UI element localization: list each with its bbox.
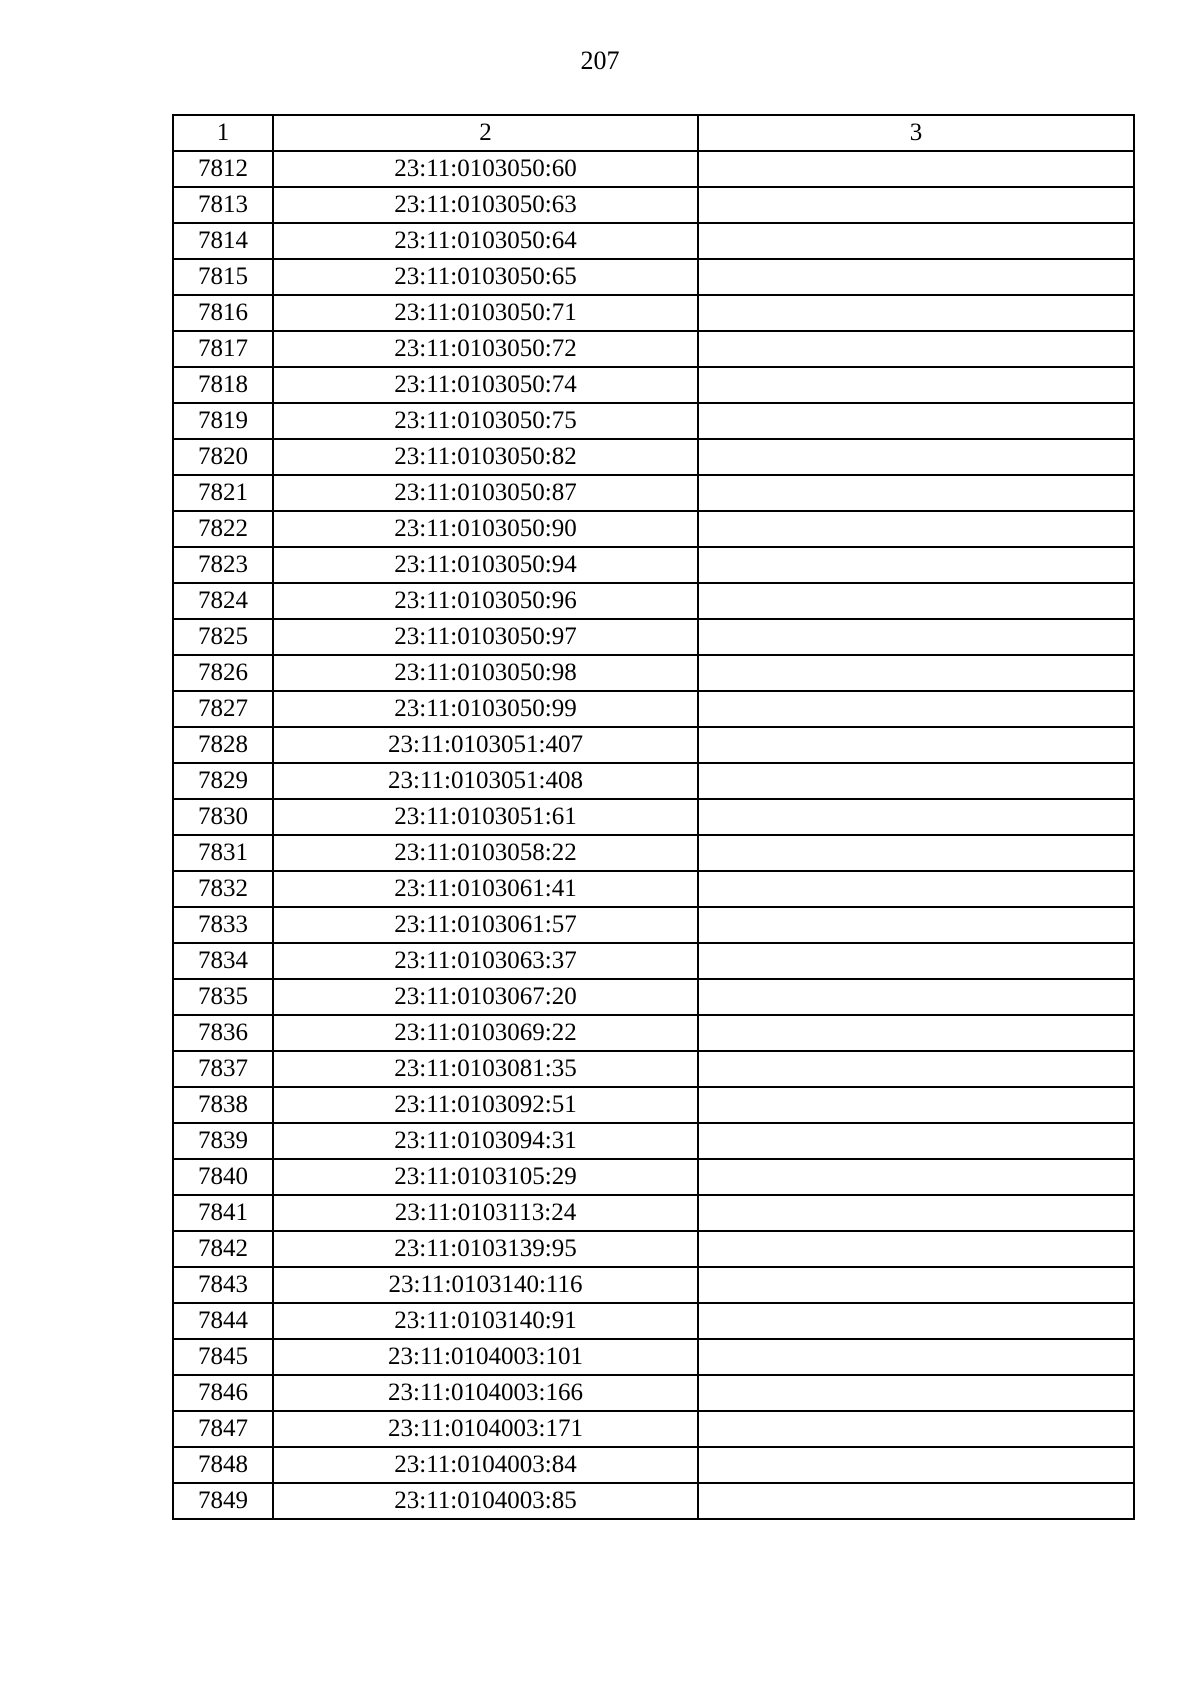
cadastral-number-cell: 23:11:0103050:96 [273,583,698,619]
table-row [173,1375,1134,1411]
cadastral-number-cell: 23:11:0103051:407 [273,727,698,763]
row-number-cell: 7823 [173,547,273,583]
row-number-cell: 7829 [173,763,273,799]
cadastral-number-cell: 23:11:0104003:166 [273,1375,698,1411]
row-number-cell: 7843 [173,1267,273,1303]
notes-cell [698,1339,1134,1375]
table-row [173,655,1134,691]
notes-cell [698,799,1134,835]
table-row [173,1015,1134,1051]
table-row [173,763,1134,799]
cadastral-number-cell: 23:11:0103050:75 [273,403,698,439]
table-row [173,187,1134,223]
cadastral-number-cell: 23:11:0103140:91 [273,1303,698,1339]
cadastral-number-cell: 23:11:0103058:22 [273,835,698,871]
notes-cell [698,547,1134,583]
column-header: 2 [273,115,698,151]
table-row [173,547,1134,583]
row-number-cell: 7815 [173,259,273,295]
notes-cell [698,1483,1134,1519]
table-row [173,295,1134,331]
table-row [173,943,1134,979]
notes-cell [698,187,1134,223]
row-number-cell: 7836 [173,1015,273,1051]
table-row [173,979,1134,1015]
row-number-cell: 7832 [173,871,273,907]
cadastral-number-cell: 23:11:0103105:29 [273,1159,698,1195]
notes-cell [698,691,1134,727]
cadastral-number-cell: 23:11:0103113:24 [273,1195,698,1231]
cadastral-number-cell: 23:11:0103050:87 [273,475,698,511]
notes-cell [698,1375,1134,1411]
cadastral-number-cell: 23:11:0104003:84 [273,1447,698,1483]
row-number-cell: 7821 [173,475,273,511]
cadastral-number-cell: 23:11:0103094:31 [273,1123,698,1159]
notes-cell [698,259,1134,295]
cadastral-number-cell: 23:11:0104003:85 [273,1483,698,1519]
notes-cell [698,403,1134,439]
notes-cell [698,511,1134,547]
cadastral-number-cell: 23:11:0103050:63 [273,187,698,223]
row-number-cell: 7814 [173,223,273,259]
table-row [173,223,1134,259]
notes-cell [698,835,1134,871]
cadastral-number-cell: 23:11:0103050:64 [273,223,698,259]
notes-cell [698,151,1134,187]
cadastral-number-cell: 23:11:0103050:65 [273,259,698,295]
cadastral-number-cell: 23:11:0104003:101 [273,1339,698,1375]
notes-cell [698,1447,1134,1483]
cadastral-number-cell: 23:11:0103050:74 [273,367,698,403]
row-number-cell: 7827 [173,691,273,727]
notes-cell [698,295,1134,331]
notes-cell [698,1231,1134,1267]
row-number-cell: 7825 [173,619,273,655]
cadastral-number-cell: 23:11:0103050:90 [273,511,698,547]
table-body [173,151,1134,1519]
row-number-cell: 7834 [173,943,273,979]
notes-cell [698,475,1134,511]
cadastral-number-cell: 23:11:0103050:99 [273,691,698,727]
table-row [173,1087,1134,1123]
notes-cell [698,1015,1134,1051]
table-row [173,691,1134,727]
table-row [173,151,1134,187]
cadastral-number-cell: 23:11:0104003:171 [273,1411,698,1447]
row-number-cell: 7840 [173,1159,273,1195]
cadastral-number-cell: 23:11:0103051:61 [273,799,698,835]
table-row [173,799,1134,835]
cadastral-number-cell: 23:11:0103061:57 [273,907,698,943]
column-header: 3 [698,115,1134,151]
table-row [173,727,1134,763]
table-row [173,439,1134,475]
notes-cell [698,331,1134,367]
notes-cell [698,979,1134,1015]
row-number-cell: 7849 [173,1483,273,1519]
cadastral-table [172,114,1135,1520]
notes-cell [698,583,1134,619]
notes-cell [698,1087,1134,1123]
row-number-cell: 7848 [173,1447,273,1483]
row-number-cell: 7812 [173,151,273,187]
cadastral-number-cell: 23:11:0103081:35 [273,1051,698,1087]
row-number-cell: 7816 [173,295,273,331]
cadastral-number-cell: 23:11:0103061:41 [273,871,698,907]
cadastral-number-cell: 23:11:0103050:60 [273,151,698,187]
notes-cell [698,1195,1134,1231]
table-row [173,1051,1134,1087]
row-number-cell: 7845 [173,1339,273,1375]
notes-cell [698,223,1134,259]
table-row [173,1159,1134,1195]
notes-cell [698,655,1134,691]
row-number-cell: 7839 [173,1123,273,1159]
row-number-cell: 7824 [173,583,273,619]
cadastral-number-cell: 23:11:0103067:20 [273,979,698,1015]
table-row [173,583,1134,619]
row-number-cell: 7830 [173,799,273,835]
column-header: 1 [173,115,273,151]
notes-cell [698,1051,1134,1087]
row-number-cell: 7819 [173,403,273,439]
row-number-cell: 7844 [173,1303,273,1339]
table-row [173,1267,1134,1303]
cadastral-number-cell: 23:11:0103092:51 [273,1087,698,1123]
table-row [173,619,1134,655]
notes-cell [698,1411,1134,1447]
row-number-cell: 7828 [173,727,273,763]
row-number-cell: 7838 [173,1087,273,1123]
row-number-cell: 7818 [173,367,273,403]
notes-cell [698,1303,1134,1339]
notes-cell [698,727,1134,763]
table-row [173,1195,1134,1231]
notes-cell [698,1267,1134,1303]
row-number-cell: 7820 [173,439,273,475]
notes-cell [698,1159,1134,1195]
cadastral-number-cell: 23:11:0103050:94 [273,547,698,583]
cadastral-number-cell: 23:11:0103063:37 [273,943,698,979]
table-row [173,835,1134,871]
notes-cell [698,763,1134,799]
table-header-row [173,115,1134,151]
table-row [173,331,1134,367]
notes-cell [698,907,1134,943]
table-row [173,907,1134,943]
cadastral-number-cell: 23:11:0103139:95 [273,1231,698,1267]
row-number-cell: 7847 [173,1411,273,1447]
table-row [173,367,1134,403]
page-number: 207 [580,46,620,75]
cadastral-number-cell: 23:11:0103050:97 [273,619,698,655]
row-number-cell: 7837 [173,1051,273,1087]
notes-cell [698,367,1134,403]
row-number-cell: 7822 [173,511,273,547]
row-number-cell: 7817 [173,331,273,367]
notes-cell [698,943,1134,979]
row-number-cell: 7813 [173,187,273,223]
table-row [173,1231,1134,1267]
cadastral-number-cell: 23:11:0103050:72 [273,331,698,367]
row-number-cell: 7831 [173,835,273,871]
notes-cell [698,439,1134,475]
row-number-cell: 7826 [173,655,273,691]
cadastral-number-cell: 23:11:0103069:22 [273,1015,698,1051]
table-row [173,871,1134,907]
table-row [173,511,1134,547]
cadastral-number-cell: 23:11:0103050:82 [273,439,698,475]
cadastral-number-cell: 23:11:0103050:98 [273,655,698,691]
table-row [173,1447,1134,1483]
table-row [173,1339,1134,1375]
row-number-cell: 7846 [173,1375,273,1411]
table-row [173,1123,1134,1159]
table-row [173,259,1134,295]
table-row [173,475,1134,511]
cadastral-number-cell: 23:11:0103140:116 [273,1267,698,1303]
cadastral-number-cell: 23:11:0103051:408 [273,763,698,799]
row-number-cell: 7841 [173,1195,273,1231]
table-row [173,1303,1134,1339]
row-number-cell: 7842 [173,1231,273,1267]
row-number-cell: 7835 [173,979,273,1015]
table-row [173,1411,1134,1447]
table-row [173,403,1134,439]
row-number-cell: 7833 [173,907,273,943]
notes-cell [698,1123,1134,1159]
cadastral-number-cell: 23:11:0103050:71 [273,295,698,331]
notes-cell [698,619,1134,655]
table-row [173,1483,1134,1519]
notes-cell [698,871,1134,907]
